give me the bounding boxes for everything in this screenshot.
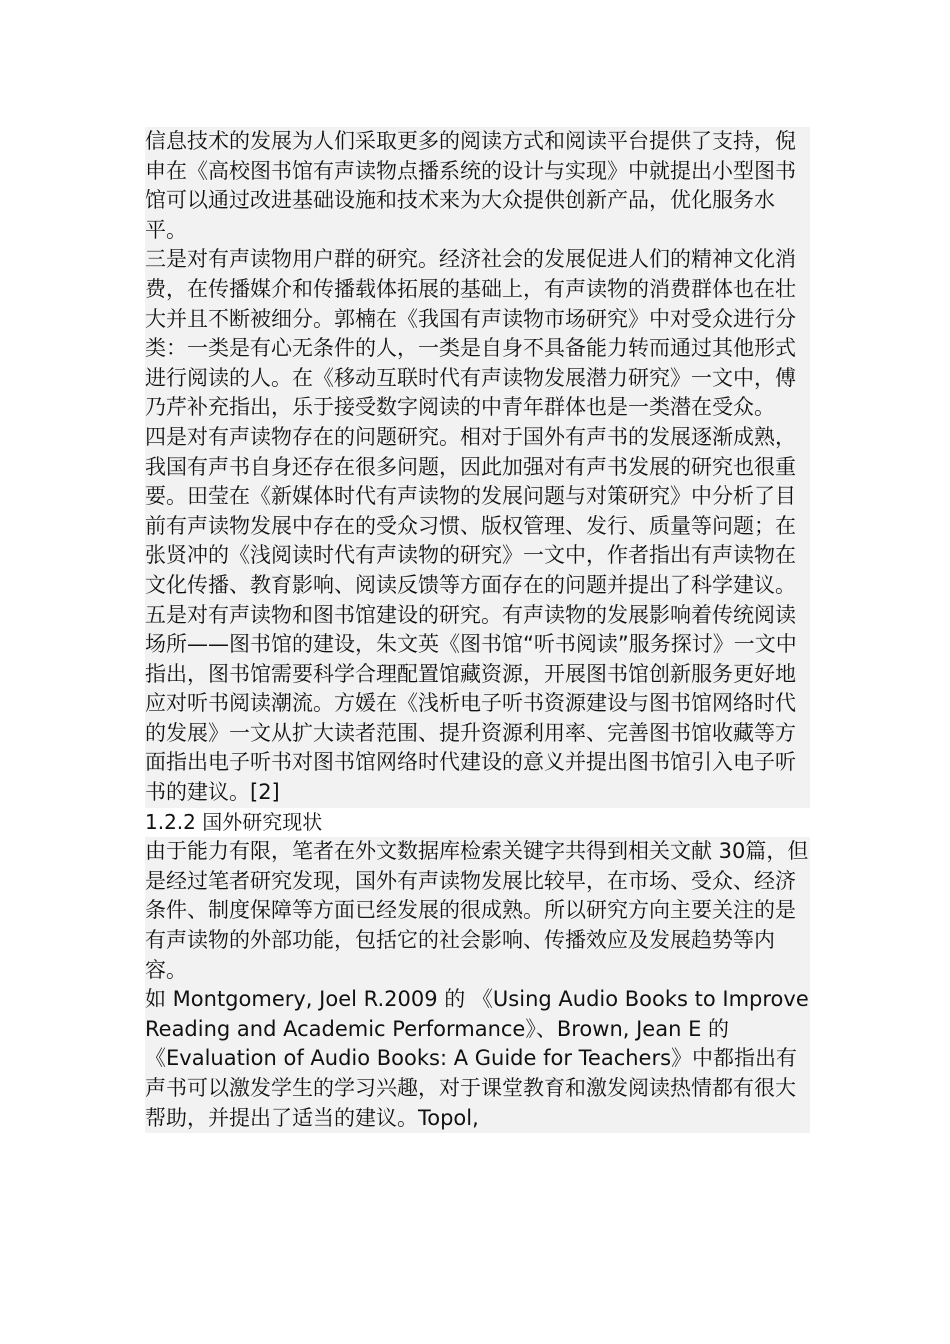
paragraph-foreign-overview: 由于能力有限，笔者在外文数据库检索关键字共得到相关文献 30篇，但是经过笔者研究发现，国外有声读物发展比较早，在市场、受众、经济条件、制度保障等方面已经发展的很成熟。所以研究方向主要关注的是有声读物的外部功能，包括它的社会影响、传播效应及发展趋势等内容。 bbox=[145, 837, 810, 985]
paragraph-foreign-examples: 如 Montgomery, Joel R.2009 的 《Using Audio Books to Improve Reading and Academic Performance》、Brown, Jean E 的《Evaluation of Audio Books: A Guide for Teachers》中都指出有声书可以激发学生的学习兴趣，对于课堂教育和激发阅读热情都有很大帮助，并提出了适当的建议。Topol, bbox=[145, 985, 810, 1133]
paragraph-problems: 四是对有声读物存在的问题研究。相对于国外有声书的发展逐渐成熟，我国有声书自身还存在很多问题，因此加强对有声书发展的研究也很重要。田莹在《新媒体时代有声读物的发展问题与对策研究》中分析了目前有声读物发展中存在的受众习惯、版权管理、发行、质量等问题；在张贤冲的《浅阅读时代有声读物的研究》一文中，作者指出有声读物在文化传播、教育影响、阅读反馈等方面存在的问题并提出了科学建议。 bbox=[145, 423, 810, 601]
document-body bbox=[145, 127, 810, 1133]
section-heading-foreign-research: 1.2.2 国外研究现状 bbox=[145, 809, 323, 834]
paragraph-tech-support: 信息技术的发展为人们采取更多的阅读方式和阅读平台提供了支持，倪申在《高校图书馆有声读物点播系统的设计与实现》中就提出小型图书馆可以通过改进基础设施和技术来为大众提供创新产品，优化服务水平。 bbox=[145, 127, 810, 245]
paragraph-library-construction: 五是对有声读物和图书馆建设的研究。有声读物的发展影响着传统阅读场所——图书馆的建设，朱文英《图书馆“听书阅读”服务探讨》一文中指出，图书馆需要科学合理配置馆藏资源，开展图书馆创新服务更好地应对听书阅读潮流。方媛在《浅析电子听书资源建设与图书馆网络时代的发展》一文从扩大读者范围、提升资源利用率、完善图书馆收藏等方面指出电子听书对图书馆网络时代建设的意义并提出图书馆引入电子听书的建议。[2] bbox=[145, 601, 810, 808]
paragraph-user-groups: 三是对有声读物用户群的研究。经济社会的发展促进人们的精神文化消费，在传播媒介和传播载体拓展的基础上，有声读物的消费群体也在壮大并且不断被细分。郭楠在《我国有声读物市场研究》中对受众进行分类：一类是有心无条件的人，一类是自身不具备能力转而通过其他形式进行阅读的人。在《移动互联时代有声读物发展潜力研究》一文中，傅乃芹补充指出，乐于接受数字阅读的中青年群体也是一类潜在受众。 bbox=[145, 245, 810, 423]
